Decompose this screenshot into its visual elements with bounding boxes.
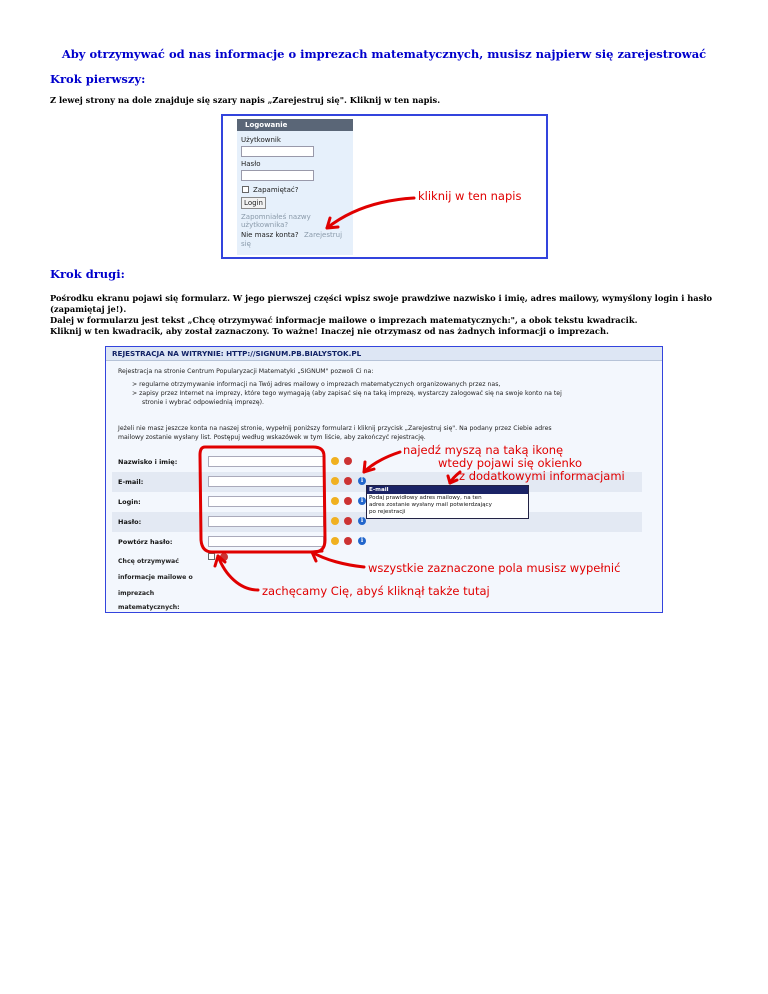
username-label: Użytkownik xyxy=(241,136,281,144)
remember-label: Zapamiętać? xyxy=(253,186,299,194)
step2-line4: Kliknij w ten kwadracik, aby został zaznaczony. To ważne! Inaczej nie otrzymasz od nas żadnych informacji o imprezach. xyxy=(50,326,609,336)
registration-intro: Rejestracja na stronie Centrum Popularyzacji Matematyki „SIGNUM" pozwoli Ci na: xyxy=(118,368,374,375)
field-label: E-mail: xyxy=(118,478,144,486)
checkbox-label-line3: imprezach xyxy=(118,590,155,597)
tooltip-title: E-mail xyxy=(367,486,528,494)
bullet-2b: stronie i wybrać odpowiednią imprezę). xyxy=(142,399,264,406)
annotation-hover-icon: najedź myszą na taką ikonę xyxy=(403,443,564,457)
field-label: Nazwisko i imię: xyxy=(118,458,178,466)
arrow-to-fields xyxy=(312,552,364,567)
checkbox-label-line1: Chcę otrzymywać xyxy=(118,558,179,565)
bullet-1: > regularne otrzymywanie informacji na Twój adres mailowy o imprezach matematycznych organizowanych przez nas, xyxy=(132,381,501,388)
step1-text: Z lewej strony na dole znajduje się szary napis „Zarejestruj się". Kliknij w ten napis. xyxy=(50,95,441,105)
step2-line3: Dalej w formularzu jest tekst „Chcę otrzymywać informacje mailowe o imprezach matematycznych:", a obok tekstu kwadracik. xyxy=(50,315,638,325)
field-label: Powtórz hasło: xyxy=(118,538,173,546)
step2-line1: Pośrodku ekranu pojawi się formularz. W jego pierwszej części wpisz swoje prawdziwe nazwisko i imię, adres mailowy, wymyślony login i hasło xyxy=(50,293,713,303)
annotation-extra-info: z dodatkowymi informacjami xyxy=(459,469,625,483)
registration-header: REJESTRACJA NA WITRYNIE: HTTP://SIGNUM.PB.BIALYSTOK.PL xyxy=(106,347,662,361)
annotation-fill-all-fields: wszystkie zaznaczone pola musisz wypełnić xyxy=(368,561,621,575)
info-icon: i xyxy=(358,497,366,505)
tooltip-line2: adres zostanie wysłany mail potwierdzający xyxy=(369,502,492,508)
step2-heading: Krok drugi: xyxy=(50,267,125,281)
bullet-2a: > zapisy przez Internet na imprezy, które tego wymagają (aby zapisać się na taką imprezę, wystarczy zalogować się na swoje konto na tej xyxy=(132,390,562,397)
tooltip-line1: Podaj prawidłowy adres mailowy, na ten xyxy=(369,495,482,501)
info-icon: i xyxy=(358,517,366,525)
password-label: Hasło xyxy=(241,160,261,168)
no-account-text: Nie masz konta? xyxy=(241,231,299,239)
step1-heading: Krok pierwszy: xyxy=(50,72,146,86)
tooltip-line3: po rejestracji xyxy=(369,509,406,515)
page-title: Aby otrzymywać od nas informacje o imprezach matematycznych, musisz najpierw się zarejestrować xyxy=(61,47,707,61)
forgot-link-line1: Zapomniałeś nazwy xyxy=(241,213,311,221)
annotation-window-appears: wtedy pojawi się okienko xyxy=(438,456,583,470)
login-panel-title: Logowanie xyxy=(237,119,353,131)
info-icon: i xyxy=(358,477,366,485)
note-line1: Jeżeli nie masz jeszcze konta na naszej stronie, wypełnij poniższy formularz i kliknij przycisk „Zarejestruj się". Na podany przez Ciebie adres xyxy=(118,425,552,432)
checkbox-label-line4: matematycznych: xyxy=(118,604,180,611)
step2-line2: (zapamiętaj je!). xyxy=(50,304,127,314)
checkbox-label-line2: informacje mailowe o xyxy=(118,574,193,581)
annotation-click-also-here: zachęcamy Cię, abyś kliknął także tutaj xyxy=(262,584,490,598)
field-label: Login: xyxy=(118,498,141,506)
login-button: Login xyxy=(241,197,266,209)
highlight-required-fields xyxy=(200,447,325,552)
register-link: Zarejestruj xyxy=(304,231,343,239)
register-link-cont: się xyxy=(241,240,251,248)
field-label: Hasło: xyxy=(118,518,142,526)
annotation-click-here: kliknij w ten napis xyxy=(418,189,522,203)
note-line2: mailowy zostanie wysłany list. Postępuj według wskazówek w tym liście, aby zakończyć rejestrację. xyxy=(118,434,426,441)
forgot-link-line2: użytkownika? xyxy=(241,221,289,229)
info-icon: i xyxy=(358,537,366,545)
arrow-to-register-link xyxy=(327,198,414,228)
